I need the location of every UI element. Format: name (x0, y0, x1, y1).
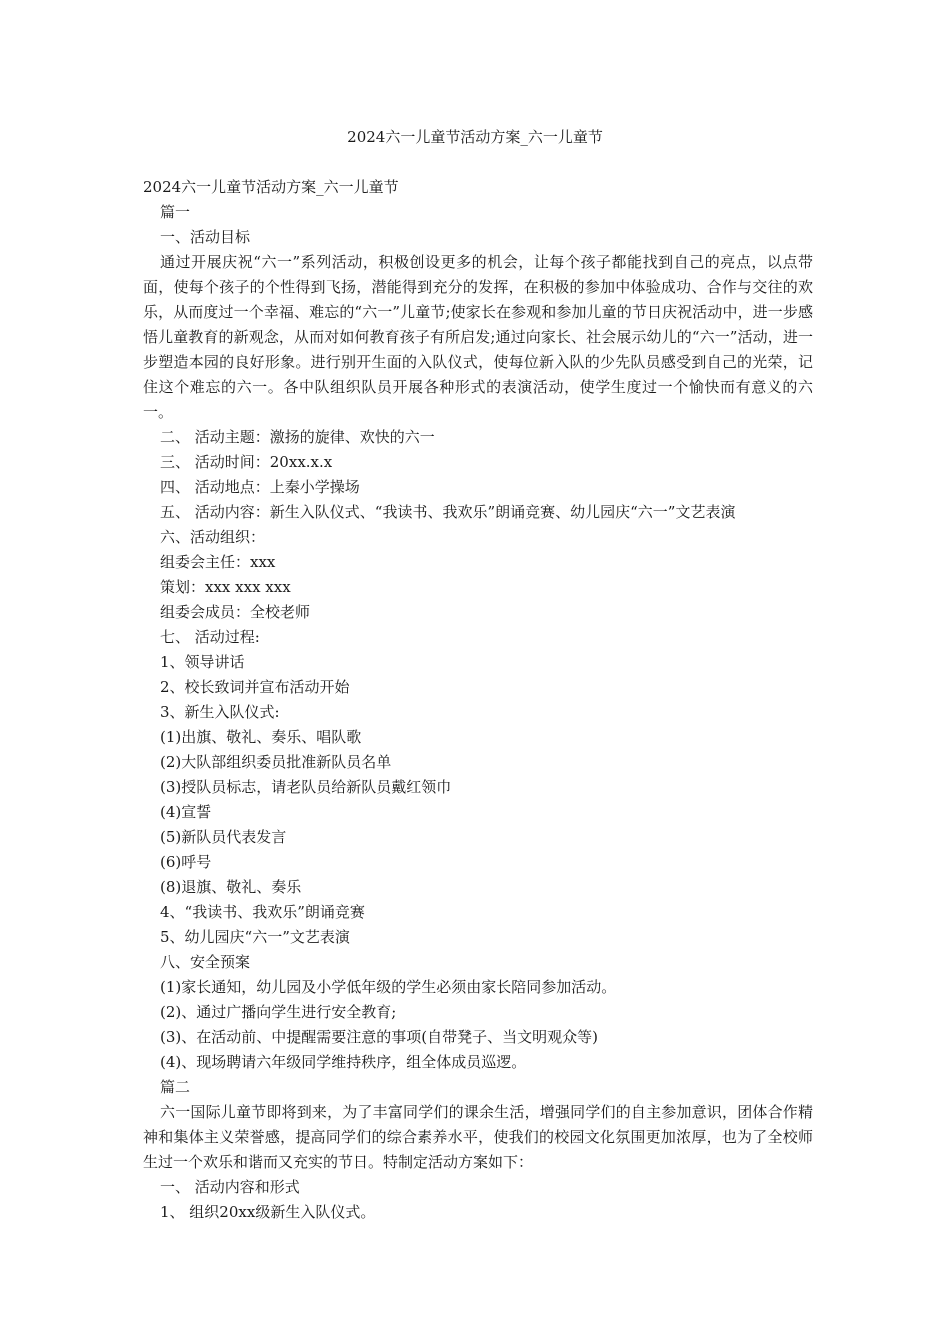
process-subitem: (3)授队员标志，请老队员给新队员戴红领巾 (160, 778, 452, 796)
safety-item: (3)、在活动前、中提醒需要注意的事项(自带凳子、当文明观众等) (160, 1028, 598, 1046)
org-director: 组委会主任：xxx (160, 553, 276, 571)
subtitle: 2024六一儿童节活动方案_六一儿童节 (143, 178, 399, 196)
org-members: 组委会成员：全校老师 (160, 603, 311, 621)
section3-heading: 三、 活动时间：20xx.x.x (160, 453, 333, 471)
section1-paragraph: 通过开展庆祝“六一”系列活动，积极创设更多的机会，让每个孩子都能找到自己的亮点，以点带面，使每个孩子的个性得到飞扬，潜能得到充分的发挥，在积极的参加中体验成功、合作与交往的欢乐，从而度过一个幸福、难忘的“六一”儿童节;使家长在参观和参加儿童的节日庆祝活动中，进一步感悟儿童教育的新观念，从而对如何教育孩子有所启发;通过向家长、社会展示幼儿的“六一”活动，进一步塑造本园的良好形象。进行别开生面的入队仪式，使每位新入队的少先队员感受到自己的光荣，记住这个难忘的六一。各中队组织队员开展各种形式的表演活动，使学生度过一个愉快而有意义的六一。 (143, 253, 813, 421)
process-subitem: (6)呼号 (160, 853, 212, 871)
safety-item: (1)家长通知，幼儿园及小学低年级的学生必须由家长陪同参加活动。 (160, 978, 617, 996)
process-item: 2、校长致词并宣布活动开始 (160, 678, 350, 696)
process-item: 4、“我读书、我欢乐”朗诵竞赛 (160, 903, 365, 921)
section5-heading: 五、 活动内容：新生入队仪式、“我读书、我欢乐”朗诵竞赛、幼儿园庆“六一”文艺表演 (160, 503, 736, 521)
process-item: 1、领导讲话 (160, 653, 245, 671)
process-subitem: (8)退旗、敬礼、奏乐 (160, 878, 302, 896)
section2-heading: 二、 活动主题：激扬的旋律、欢快的六一 (160, 428, 435, 446)
section4-heading: 四、 活动地点：上秦小学操场 (160, 478, 360, 496)
part2-section1-heading: 一、 活动内容和形式 (160, 1178, 300, 1196)
safety-item: (4)、现场聘请六年级同学维持秩序，组全体成员巡逻。 (160, 1053, 527, 1071)
document-body (143, 175, 813, 1225)
section7-heading: 七、 活动过程: (160, 628, 260, 646)
part2-label: 篇二 (160, 1078, 191, 1096)
process-item: 5、幼儿园庆“六一”文艺表演 (160, 928, 350, 946)
safety-item: (2)、通过广播向学生进行安全教育; (160, 1003, 397, 1021)
part2-paragraph: 六一国际儿童节即将到来，为了丰富同学们的课余生活，增强同学们的自主参加意识，团体合作精神和集体主义荣誉感，提高同学们的综合素养水平，使我们的校园文化氛围更加浓厚，也为了全校师生过一个欢乐和谐而又充实的节日。特制定活动方案如下： (143, 1103, 813, 1171)
process-subitem: (5)新队员代表发言 (160, 828, 287, 846)
process-subitem: (2)大队部组织委员批准新队员名单 (160, 753, 392, 771)
org-planning: 策划：xxx xxx xxx (160, 578, 291, 596)
section1-heading: 一、活动目标 (160, 228, 251, 246)
process-subitem: (1)出旗、敬礼、奏乐、唱队歌 (160, 728, 362, 746)
process-item: 3、新生入队仪式: (160, 703, 280, 721)
process-subitem: (4)宣誓 (160, 803, 212, 821)
section8-heading: 八、安全预案 (160, 953, 251, 971)
part1-label: 篇一 (160, 203, 191, 221)
section6-heading: 六、活动组织： (160, 528, 266, 546)
part2-item: 1、 组织20xx级新生入队仪式。 (160, 1203, 376, 1221)
document-title: 2024六一儿童节活动方案_六一儿童节 (347, 128, 603, 146)
